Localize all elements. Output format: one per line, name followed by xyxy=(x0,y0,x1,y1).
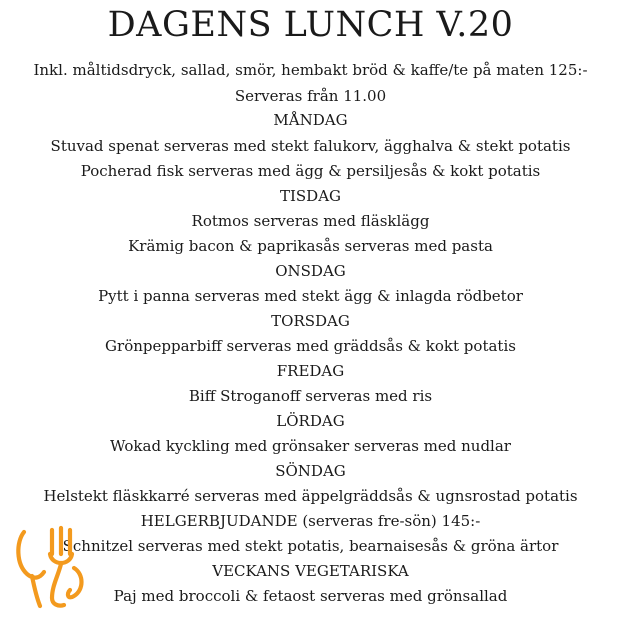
day-heading-monday: MÅNDAG xyxy=(273,111,348,129)
served-from: Serveras från 11.00 xyxy=(234,87,387,105)
day-heading-tuesday: TISDAG xyxy=(279,187,342,205)
day-heading-friday: FREDAG xyxy=(276,362,345,380)
dish-tuesday-2: Krämig bacon & paprikasås serveras med pasta xyxy=(128,237,493,255)
dish-thursday-1: Grönpepparbiff serveras med gräddsås & kokt potatis xyxy=(105,337,516,355)
vegetarian-dish: Paj med broccoli & fetaost serveras med grönsallad xyxy=(113,587,508,605)
day-heading-sunday: SÖNDAG xyxy=(275,462,346,480)
dish-wednesday-1: Pytt i panna serveras med stekt ägg & inlagda rödbetor xyxy=(98,287,523,305)
dish-tuesday-1: Rotmos serveras med fläsklägg xyxy=(191,212,430,230)
menu-title: DAGENS LUNCH V.20 xyxy=(107,5,514,45)
dish-monday-1: Stuvad spenat serveras med stekt falukorv, ägghalva & stekt potatis xyxy=(50,137,571,155)
fork-handle xyxy=(52,564,64,606)
logo-swirl xyxy=(68,568,82,597)
dish-monday-2: Pocherad fisk serveras med ägg & persiljesås & kokt potatis xyxy=(80,162,541,180)
weekend-offer-heading: HELGERBJUDANDE (serveras fre-sön) 145:- xyxy=(140,512,481,530)
day-heading-saturday: LÖRDAG xyxy=(276,412,345,430)
dish-saturday-1: Wokad kyckling med grönsaker serveras med nudlar xyxy=(110,437,511,455)
day-heading-wednesday: ONSDAG xyxy=(275,262,346,280)
dish-friday-1: Biff Stroganoff serveras med ris xyxy=(188,387,433,405)
dish-sunday-1: Helstekt fläskkarré serveras med äppelgräddsås & ugnsrostad potatis xyxy=(43,487,578,505)
spoon-handle xyxy=(32,576,40,606)
day-heading-thursday: TORSDAG xyxy=(271,312,350,330)
menu-intro: Inkl. måltidsdryck, sallad, smör, hembakt bröd & kaffe/te på maten 125:- xyxy=(33,61,588,79)
spoon-bowl xyxy=(18,532,44,578)
fork-and-spoon-logo-icon xyxy=(14,524,90,610)
vegetarian-heading: VECKANS VEGETARISKA xyxy=(212,562,409,580)
weekend-offer-dish: Schnitzel serveras med stekt potatis, bearnaisesås & gröna ärtor xyxy=(62,537,559,555)
logo-strokes xyxy=(18,528,81,606)
